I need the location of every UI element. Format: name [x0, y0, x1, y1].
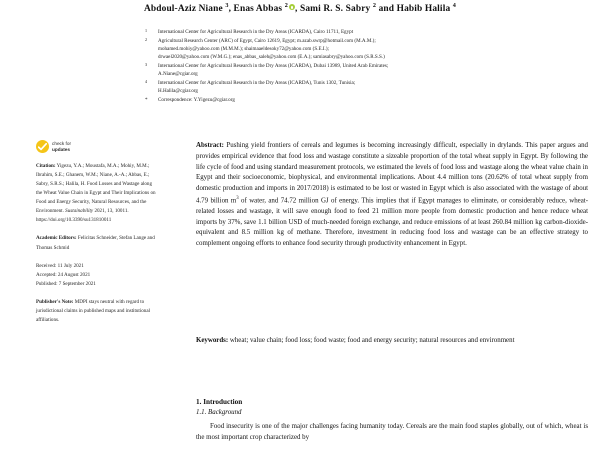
author-name-niane: Abdoul-Aziz Niane: [143, 4, 226, 15]
updates-text: updates: [52, 146, 70, 152]
published-date: Published: 7 September 2021: [36, 280, 96, 287]
affiliation-number: 3: [145, 62, 148, 68]
author-name-halila: and Habib Halila: [376, 4, 453, 15]
affiliation-text: [158, 37, 595, 62]
correspondence-email[interactable]: Correspondence: Y.Yigezu@cgiar.org: [158, 96, 235, 103]
affiliations-list: [145, 28, 595, 104]
academic-editors-names: Felicitas Schneider, Stefan Lange and Thomas Schmid: [36, 235, 155, 251]
subsection-heading: 1.1. Background: [196, 409, 242, 416]
academic-editors-label: Academic Editors:: [36, 235, 77, 242]
affiliation-line: International Center for Agricultural Research in the Dry Areas (ICARDA), Dubai 13989, United Arab Emirates;: [158, 62, 389, 69]
affiliation-number: 4: [145, 78, 148, 84]
publisher-note-block: [36, 298, 156, 325]
affiliation-number: 2: [145, 36, 148, 42]
keywords-label: Keywords:: [196, 337, 229, 344]
affiliation-line: International Center for Agricultural Research in the Dry Areas (ICARDA), Tunis 1302, Tunisia;: [158, 79, 356, 86]
affiliation-item: [145, 62, 595, 79]
academic-editors-block: [36, 234, 156, 252]
correspondence-marker: *: [145, 96, 148, 103]
author-name-abbas: , Enas Abbas: [228, 4, 285, 15]
affiliation-email[interactable]: H.Halila@cgiar.org: [158, 87, 198, 94]
affiliation-text: [158, 28, 595, 36]
abstract-block: [196, 141, 588, 250]
citation-authors: Yigezu, Y.A.; Moustafa, M.A.; Mohiy, M.M.; Ibrahim, S.E.; Ghanem, W.M.; Niane, A.-A.; Abbas, E.; Sabry, S.R.S.; Halila, H. Food Losses and Wastage along the Wheat Value Chain in Egypt and Their Implications on Food and Energy Security, Natural Resources, and the Environment.: [36, 163, 156, 215]
correspondence-item: [145, 96, 595, 104]
author-affil-marker: 2: [284, 2, 288, 9]
affiliation-item: [145, 28, 595, 36]
author-affil-marker: 4: [452, 2, 457, 9]
left-rail: [36, 140, 156, 334]
affiliation-text: [158, 62, 595, 79]
affiliation-email[interactable]: A.Niane@cgiar.org: [158, 71, 198, 78]
body-paragraph: Food insecurity is one of the major challenges facing humanity today. Cereals are the main food staples globally, out of which, wheat is the most important crop characterized by: [196, 423, 588, 441]
abstract-text-part2: of water, and 74.72 million GJ of energy. This implies that if Egypt manages to eliminate, or considerably reduce, wheat-related losses and wastage, it will save enough food to feed 21 million more people from domestic production and hence reduce wheat imports by 37%, save 1.1 billion USD of much-needed foreign exchange, and reduce emissions of at least 260.84 million kg carbon-dioxide-equivalent and 8.5 million kg of methane. Therefore, investment in reducing food loss and wastage can be an effective strategy to complement ongoing efforts to enhance food security through productivity enhancement in Egypt.: [196, 197, 588, 248]
affiliation-line: drwael2020@yahoo.com (W.M.G.); enas_abbas_saleh@yahoo.com (E.A.); samiasabry@yahoo.com (S.R.S.S.): [158, 54, 385, 61]
abstract-superscript: 3: [236, 195, 239, 201]
author-name-sabry: , Sami R. S. Sabry: [294, 4, 373, 15]
publication-dates-block: [36, 262, 156, 289]
citation-doi[interactable]: 2021, 13, 10011. https://doi.org/10.3390/su131810011: [36, 208, 129, 224]
abstract-text-part1: Pushing yield frontiers of cereals and legumes is becoming increasingly difficult, especially in drylands. This paper argues and provides empirical evidence that food loss and wastage constitute a sizeable proportion of the total wheat supply in Egypt. By following the life cycle of food and using standard measurement protocols, we estimated the levels of food loss and wastage along the wheat value chain in Egypt and their socioeconomic, biophysical, and environmental implications. About 4.4 million tons (20.62% of total wheat supply from domestic production and imports in 2017/2018) is estimated to be lost or wasted in Egypt which is also associated with the wastage of about 4.79 billion m: [196, 142, 588, 205]
publisher-note-text: MDPI stays neutral with regard to jurisdictional claims in published maps and institutional affiliations.: [36, 298, 151, 323]
author-affil-marker: 3: [225, 2, 229, 9]
abstract-label: Abstract:: [196, 142, 224, 149]
checkmark-icon: [36, 140, 49, 153]
check-for-updates-badge[interactable]: [36, 140, 156, 153]
citation-block: [36, 162, 156, 225]
keywords-text: wheat; value chain; food loss; food waste; food and energy security; natural resources and environment: [228, 337, 515, 344]
affiliation-number: 1: [145, 28, 148, 34]
affiliation-line: International Center for Agricultural Research in the Dry Areas (ICARDA), Cairo 11711, Egypt: [158, 29, 354, 35]
correspondence-text: [158, 96, 595, 104]
author-line: [0, 2, 600, 14]
author-affil-marker: 2: [372, 2, 377, 9]
citation-label: Citation:: [36, 163, 56, 169]
affiliation-line: mohamed.mohiy@yahoo.com (M.M.M.); shaimaaeldesoky72@yahoo.com (S.E.I.);: [158, 45, 329, 52]
received-date: Received: 11 July 2021: [36, 262, 84, 269]
publisher-note-label: Publisher's Note:: [36, 298, 74, 305]
citation-journal: Sustainability: [65, 208, 94, 215]
affiliation-text: [158, 79, 595, 96]
check-for-text: check for: [52, 140, 72, 146]
section-heading: 1. Introduction: [196, 398, 243, 406]
affiliation-line: Agricultural Research Center (ARC) of Egypt, Cairo 12619, Egypt; m.azab.swrp@hotmail.com (M.A.M.);: [158, 37, 376, 44]
check-for-updates-label: [52, 141, 71, 152]
affiliation-item: [145, 79, 595, 96]
accepted-date: Accepted: 24 August 2021: [36, 271, 91, 278]
keywords-block: [196, 336, 588, 347]
affiliation-item: [145, 37, 595, 62]
